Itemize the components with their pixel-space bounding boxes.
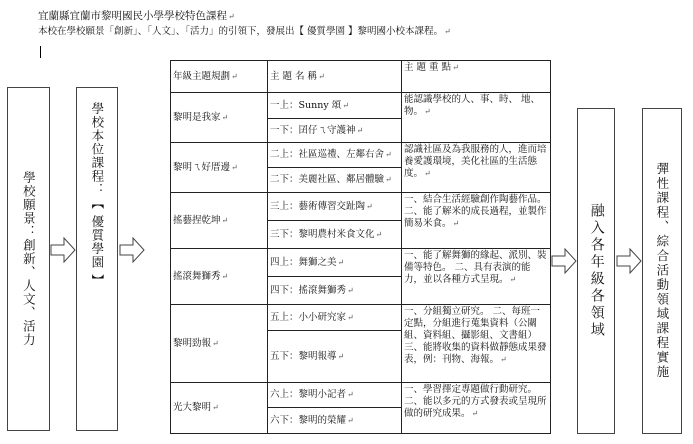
grade-item: 四上：舞獅之美↵ — [268, 249, 402, 277]
focus-cell: 一、學習擇定專題做行動研究。 二、能以多元的方式發表或呈現所做的研究成果。↵ — [402, 383, 551, 434]
focus-cell: 一、分組獨立研究。 二、每班一定點，分組進行蒐集資料（公關組、資料組、攝影組、文書組） 三、能將收集的資料做靜態成果發表，例：刊物、海報。↵ — [402, 305, 551, 383]
grade-item: 六上：黎明小記者↵ — [268, 383, 402, 408]
theme-cell: 黎明ㄟ好厝邊↵ — [171, 143, 268, 193]
arrow-right-icon — [616, 248, 642, 274]
focus-cell: 一、結合生活經驗創作陶藝作品。 二、能了解米的成長過程，並製作簡易米食。↵ — [402, 193, 551, 249]
theme-cell: 黎明是我家↵ — [171, 93, 268, 143]
grade-item: 三下：黎明農村米食文化↵ — [268, 221, 402, 249]
header-theme-name: 主 題 名 稱↵ — [268, 61, 402, 93]
focus-cell: 認識社區及為我服務的人，進而培養愛護環境，美化社區的生活態度。↵ — [402, 143, 551, 193]
theme-cell: 光大黎明↵ — [171, 383, 268, 434]
integrate-grades-text: 融入各年級各領域 — [588, 203, 605, 339]
page-title: 宜蘭縣宜蘭市黎明國民小學學校特色課程↵ — [38, 10, 235, 22]
arrow-right-icon — [551, 248, 577, 274]
grade-item: 四下：搖滾舞獅秀↵ — [268, 277, 402, 305]
grade-item: 二下：美麗社區、鄰居體驗↵ — [268, 168, 402, 193]
vision-box — [7, 87, 50, 431]
grade-item: 六下：黎明的榮耀↵ — [268, 408, 402, 434]
integrate-grades-box — [577, 108, 615, 434]
vision-text: 學校願景：創新、人文、活力 — [21, 171, 37, 347]
grade-item: 一上：Sunny 頌↵ — [268, 93, 402, 119]
intro-text: 本校在學校願景「創新」、「人文」、「活力」的引領下，發展出【 優質學園 】黎明國小校本課程。↵ — [38, 26, 451, 37]
arrow-right-icon — [50, 237, 76, 263]
focus-cell: 一、能了解舞獅的緣起、派別、裝備等特色。 二、具有表演的能力，並以各種方式呈現。↵ — [402, 249, 551, 305]
school-curriculum-text: 學校本位課程：【 優質學園 】 — [89, 102, 105, 288]
school-curriculum-box — [76, 87, 118, 431]
curriculum-table — [170, 60, 551, 434]
grade-item: 三上：藝術傳習交趾陶↵ — [268, 193, 402, 221]
theme-cell: 搖藝捏乾坤↵ — [171, 193, 268, 249]
theme-cell: 搖滾舞獅秀↵ — [171, 249, 268, 305]
arrow-right-icon — [119, 237, 145, 263]
grade-item: 五下：黎明報導↵ — [268, 331, 402, 383]
text-cursor — [40, 46, 41, 58]
header-theme-focus: 主 題 重 點↵ — [402, 61, 551, 93]
theme-cell: 黎明勁報↵ — [171, 305, 268, 383]
flexible-curriculum-text: 彈性課程、綜合活動領域課程實施 — [654, 162, 670, 380]
grade-item: 二上：社區巡禮、左鄰右舍↵ — [268, 143, 402, 168]
grade-item: 五上：小小研究家↵ — [268, 305, 402, 331]
flexible-curriculum-box — [642, 108, 682, 434]
focus-cell: 能認識學校的人、事、時、 地、物。↵ — [402, 93, 551, 143]
header-theme-plan: 年級主題規劃↵ — [171, 61, 268, 93]
grade-item: 一下：囝仔ㄟ守護神↵ — [268, 119, 402, 143]
